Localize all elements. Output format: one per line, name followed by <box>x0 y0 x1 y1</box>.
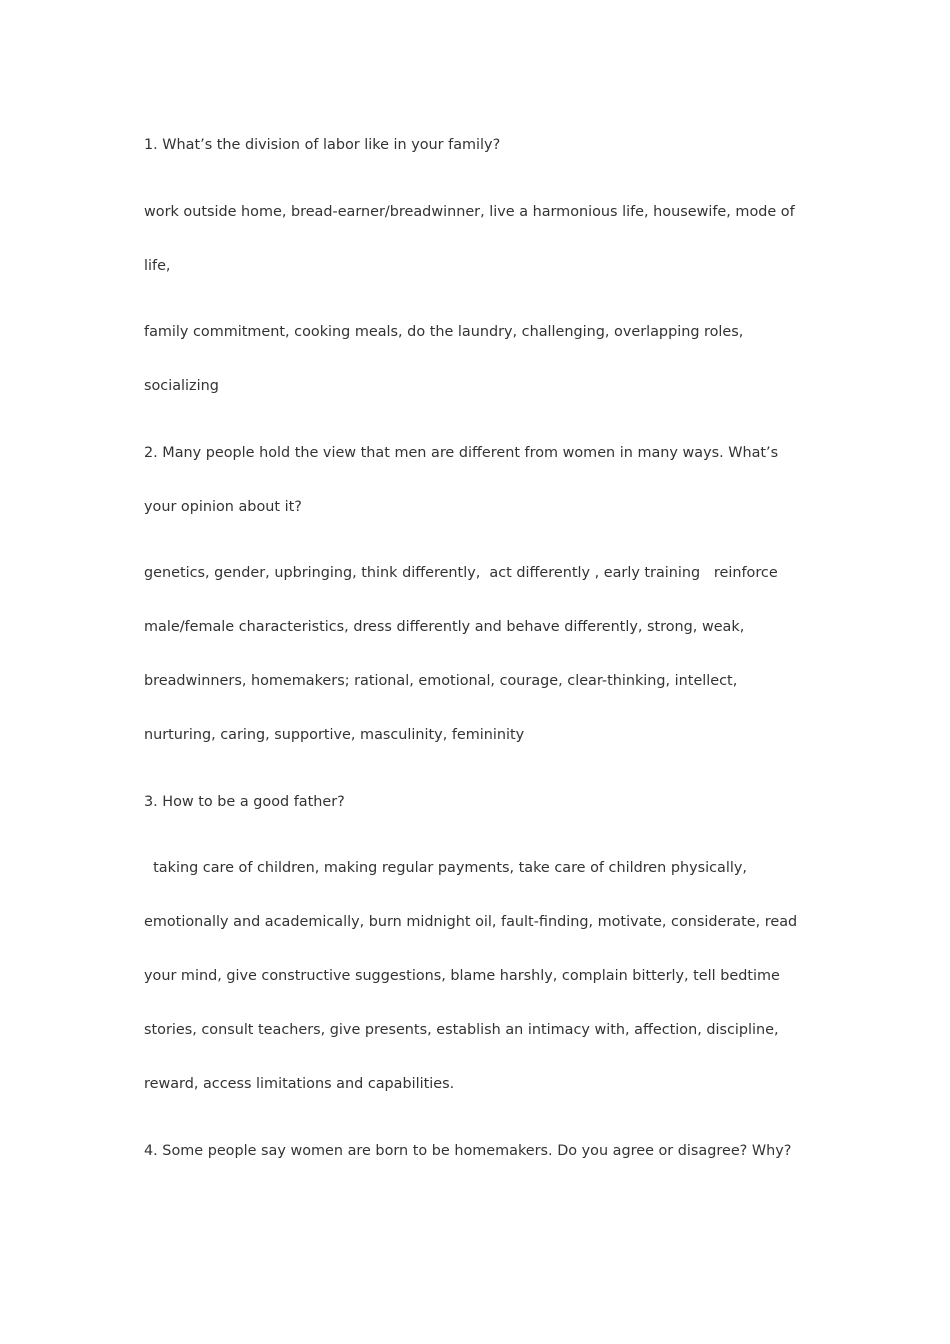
answer-keywords-1a: work outside home, bread-earner/breadwinner, live a harmonious life, housewife, mode of life, <box>144 203 800 274</box>
answer-keywords-2: genetics, gender, upbringing, think differently, act differently , early training reinforce male/female characteristics, dress differently and behave differently, strong, weak, breadwinners, homemakers; rational, emotional, courage, clear-thinking, intellect, nurturing, caring, supportive, masculinity, femininity <box>144 565 783 743</box>
question-2: 2. Many people hold the view that men are different from women in many ways. What’s your opinion about it? <box>144 444 783 515</box>
answer-keywords-1b: family commitment, cooking meals, do the laundry, challenging, overlapping roles, socializing <box>144 324 748 394</box>
document-body <box>144 118 808 1178</box>
answer-keywords-3: taking care of children, making regular payments, take care of children physically, emotionally and academically, burn midnight oil, fault-finding, motivate, considerate, read your mind, give constructive suggestions, blame harshly, complain bitterly, tell bedtime stories, consult teachers, give presents, establish an intimacy with, affection, discipline, reward, access limitations and capabilities. <box>144 860 802 1092</box>
question-3: 3. How to be a good father? <box>144 793 345 810</box>
question-4: 4. Some people say women are born to be homemakers. Do you agree or disagree? Why? <box>144 1142 792 1159</box>
question-1: 1. What’s the division of labor like in your family? <box>144 137 501 153</box>
